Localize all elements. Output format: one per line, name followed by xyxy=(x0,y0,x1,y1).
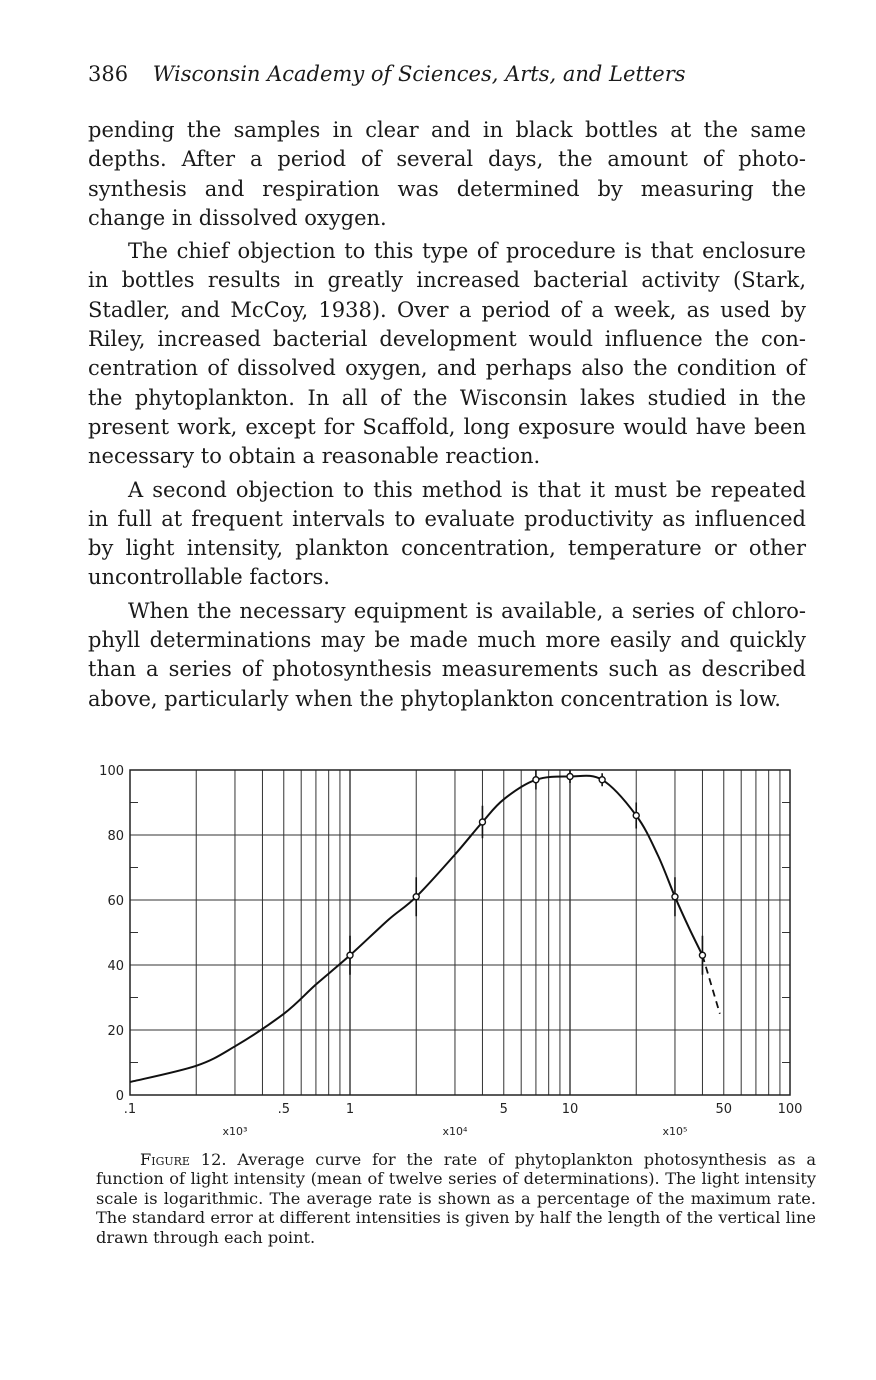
caption-text: Average curve for the rate of phytoplankton photosynthesis as a function of light intensity (mean of twelve series of determinations). The light intensity scale is logarithmic. The average rate is shown as a percentage of the maximum rate. The standard error at different intensities is given by half the length of the vertical line drawn through each point. xyxy=(96,1150,816,1247)
data-point xyxy=(413,894,419,900)
y-tick-label: 60 xyxy=(107,894,124,909)
data-point xyxy=(479,819,485,825)
x-tick-label: .1 xyxy=(123,1102,137,1117)
extrapolated-segment xyxy=(702,955,719,1014)
running-title: Wisconsin Academy of Sciences, Arts, and Letters xyxy=(152,62,686,86)
data-point xyxy=(672,894,678,900)
paragraph-4: When the necessary equipment is available, a series of chlorophyll determinations may be made much more easily and quickly than a series of photosynthesis measurements such as described above, particularly when the phytoplankton concentration is low. xyxy=(88,598,806,711)
paragraph-1: pending the samples in clear and in black bottles at the same depths. After a period of several days, the amount of photosynthesis and respiration was determined by measuring the change in dissolved oxygen. xyxy=(88,118,806,230)
body-text xyxy=(88,116,806,718)
x-tick-label: .5 xyxy=(277,1102,290,1117)
x-tick-label: 50 xyxy=(715,1102,733,1117)
data-point xyxy=(533,777,539,783)
x-tick-label: 5 xyxy=(499,1102,508,1117)
y-tick-label: 100 xyxy=(99,764,124,779)
photosynthesis-light-chart xyxy=(90,755,820,1140)
x-multiplier-label: x10³ xyxy=(222,1125,248,1138)
paragraph-3: A second objection to this method is that it must be repeated in full at frequent intervals to evaluate productivity as influenced by light intensity, plankton concentration, temperature or other uncontrollable factors. xyxy=(88,477,806,590)
data-point xyxy=(347,952,353,958)
x-multiplier-label: x10⁵ xyxy=(662,1125,688,1138)
paragraph-2: The chief objection to this type of procedure is that enclosure in bottles results in greatly increased bacterial activity (Stark, Stadler, and McCoy, 1938). Over a period of a week, as used by Riley, increased bacterial development would influence the concentration of dissolved oxygen, and perhaps also the condition of the phytoplankton. In all of the Wisconsin lakes studied in the present work, except for Scaffold, long exposure would have been necessary to obtain a reasonable reaction. xyxy=(88,239,806,469)
y-tick-label: 80 xyxy=(107,829,124,844)
y-tick-label: 40 xyxy=(107,959,124,974)
x-multiplier-label: x10⁴ xyxy=(442,1125,468,1138)
figure-label: Figure 12. xyxy=(140,1150,227,1169)
data-point xyxy=(633,813,639,819)
figure-caption xyxy=(96,1150,816,1247)
page-number: 386 xyxy=(88,62,129,86)
y-tick-label: 0 xyxy=(115,1089,124,1104)
page-header xyxy=(88,60,808,88)
data-point xyxy=(699,952,705,958)
x-tick-label: 10 xyxy=(561,1102,579,1117)
x-tick-label: 100 xyxy=(777,1102,803,1117)
x-tick-label: 1 xyxy=(345,1102,355,1117)
data-point xyxy=(599,777,605,783)
data-point xyxy=(567,774,573,780)
y-tick-label: 20 xyxy=(107,1024,124,1039)
